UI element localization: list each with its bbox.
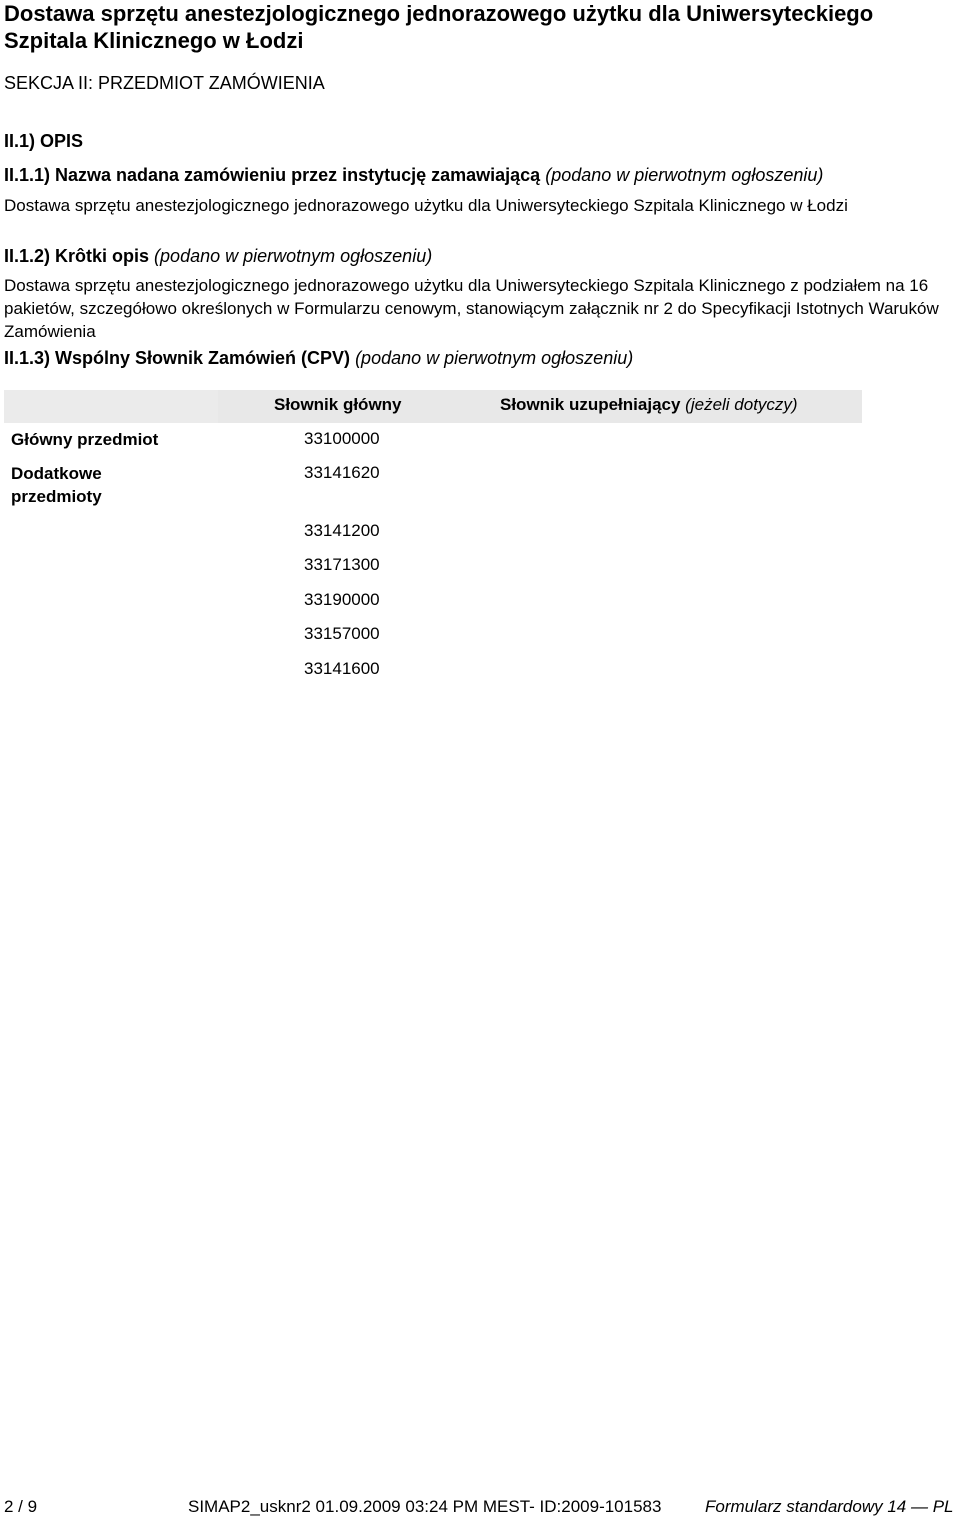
field-heading-description (4, 246, 432, 267)
cpv-col-main-vocabulary: Słownik główny (274, 395, 402, 414)
cpv-additional-code: 33141620 (304, 463, 380, 482)
form-name: Formularz standardowy 14 — PL (705, 1497, 954, 1516)
cpv-additional-code: 33171300 (304, 555, 380, 574)
field-label: II.1.1) Nazwa nadana zamówieniu przez instytucję zamawiającą (4, 165, 541, 185)
cpv-header-empty-cell (4, 390, 218, 423)
subsection-title: II.1) OPIS (4, 131, 84, 151)
cpv-col-supp-note: (jeżeli dotyczy) (685, 395, 798, 414)
field-value-name: Dostawa sprzętu anestezjologicznego jednorazowego użytku dla Uniwersyteckiego Szpitala Klinicznego w Łodzi (4, 196, 848, 215)
cpv-additional-objects-label: Dodatkowe przedmioty (11, 464, 102, 506)
document-id: SIMAP2_usknr2 01.09.2009 03:24 PM MEST- ID:2009-101583 (188, 1497, 662, 1516)
field-heading-cpv (4, 348, 633, 369)
page-footer (0, 1497, 960, 1517)
cpv-additional-code: 33141200 (304, 521, 380, 540)
cpv-additional-code: 33190000 (304, 590, 380, 609)
field-label: II.1.3) Wspólny Słownik Zamówień (CPV) (4, 348, 351, 368)
field-note: (podano w pierwotnym ogłoszeniu) (545, 165, 824, 185)
cpv-table-header (4, 390, 862, 423)
cpv-additional-code: 33157000 (304, 624, 380, 643)
section-title: SEKCJA II: PRZEDMIOT ZAMÓWIENIA (4, 73, 325, 93)
page-number: 2 / 9 (4, 1497, 38, 1516)
field-heading-name (4, 165, 823, 186)
cpv-additional-code: 33141600 (304, 659, 380, 678)
cpv-main-code: 33100000 (304, 429, 380, 448)
field-value-description: Dostawa sprzętu anestezjologicznego jednorazowego użytku dla Uniwersyteckiego Szpitala Klinicznego z podziałem na 16 pakietów, szczegółowo określonych w Formularzu cenowym, stanowiącym załącznik nr 2 do Specyfikacji Istotnych Waruków Zamówienia (4, 276, 939, 341)
field-note: (podano w pierwotnym ogłoszeniu) (154, 246, 433, 266)
cpv-col-supp-label: Słownik uzupełniający (500, 395, 681, 414)
document-title: Dostawa sprzętu anestezjologicznego jednorazowego użytku dla Uniwersyteckiego Szpitala Klinicznego w Łodzi (4, 1, 874, 53)
cpv-main-object-label: Główny przedmiot (11, 430, 159, 449)
field-label: II.1.2) Krôtki opis (4, 246, 150, 266)
field-note: (podano w pierwotnym ogłoszeniu) (355, 348, 634, 368)
cpv-col-supplementary-vocabulary (500, 395, 798, 415)
